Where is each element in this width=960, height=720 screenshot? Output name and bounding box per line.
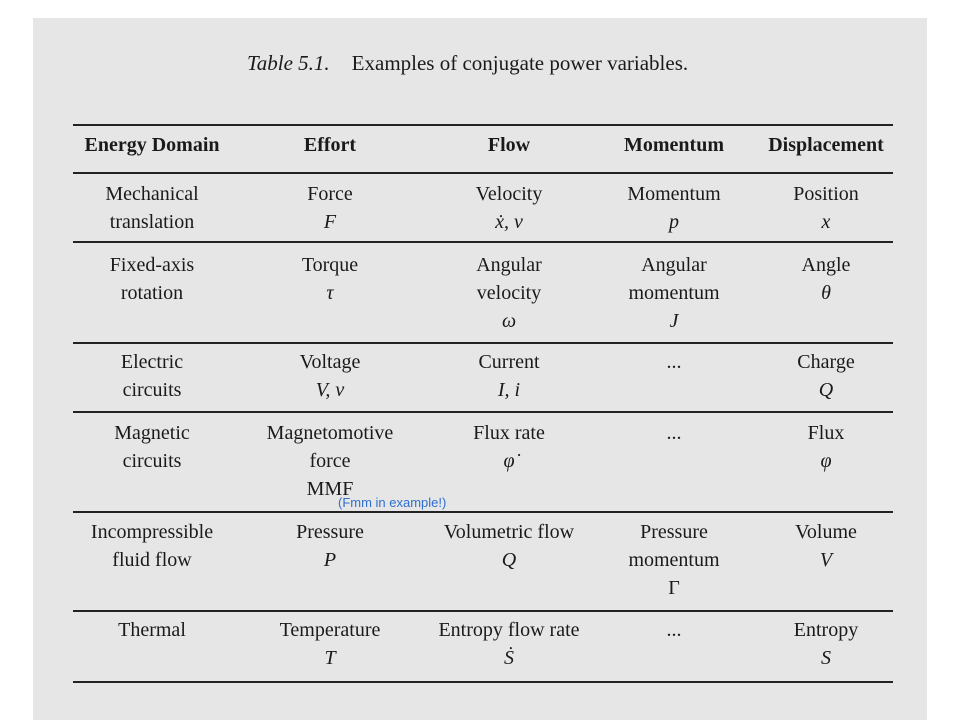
table-caption <box>247 51 688 76</box>
row-rule-5 <box>73 610 893 612</box>
table-cell: Momentum p <box>627 183 721 233</box>
table-cell: Entropy flow rate Ṡ <box>438 619 580 669</box>
table-cell: Angular velocity ω <box>476 254 542 332</box>
table-cell: Pressure P <box>296 521 364 571</box>
table-cell: ... <box>666 351 682 373</box>
table-cell: Flux rate φ̇ <box>473 422 545 472</box>
table-cell: Temperature T <box>279 619 381 669</box>
table-cell: Fixed-axis rotation <box>109 254 195 304</box>
row-rule-3 <box>73 411 893 413</box>
table-cell: Magnetomotive force MMF <box>266 422 394 500</box>
table-cell: Angle θ <box>801 254 851 304</box>
table-cell: Electric circuits <box>120 351 184 401</box>
table-cell: Magnetic circuits <box>114 422 190 472</box>
table-cell: Charge Q <box>797 351 855 401</box>
table-cell: ... <box>666 619 682 641</box>
table-cell: Pressure momentum Γ <box>628 521 720 599</box>
header-effort: Effort <box>303 134 357 156</box>
table-cell: Incompressible fluid flow <box>90 521 214 571</box>
header-flow: Flow <box>487 134 531 156</box>
row-rule-1 <box>73 241 893 243</box>
table-cell: Entropy S <box>793 619 859 669</box>
table-cell: Mechanical translation <box>105 183 199 233</box>
table-cell: Thermal <box>118 619 186 641</box>
table-cell: Current I, i <box>478 351 540 401</box>
row-rule-4 <box>73 511 893 513</box>
table-cell: Voltage V, v <box>299 351 361 401</box>
header-momentum: Momentum <box>624 134 724 156</box>
header-rule <box>73 172 893 174</box>
table-cell: Volumetric flow Q <box>443 521 575 571</box>
table-cell: Force F <box>307 183 353 233</box>
table-cell: Torque τ <box>301 254 359 304</box>
header-displacement: Displacement <box>768 134 884 156</box>
table-cell: Velocity ẋ, v <box>475 183 543 233</box>
row-rule-2 <box>73 342 893 344</box>
table-number: Table 5.1. <box>247 51 330 75</box>
table-cell: Position x <box>793 183 859 233</box>
annotation-note: (Fmm in example!) <box>338 495 447 510</box>
table-cell: ... <box>666 422 682 444</box>
table-cell: Volume V <box>795 521 857 571</box>
header-energy-domain: Energy Domain <box>84 134 220 156</box>
table-cell: Angular momentum J <box>628 254 720 332</box>
table-top-rule <box>73 124 893 126</box>
table-cell: Flux φ <box>807 422 845 472</box>
table-title: Examples of conjugate power variables. <box>351 51 689 75</box>
table-bottom-rule <box>73 681 893 683</box>
